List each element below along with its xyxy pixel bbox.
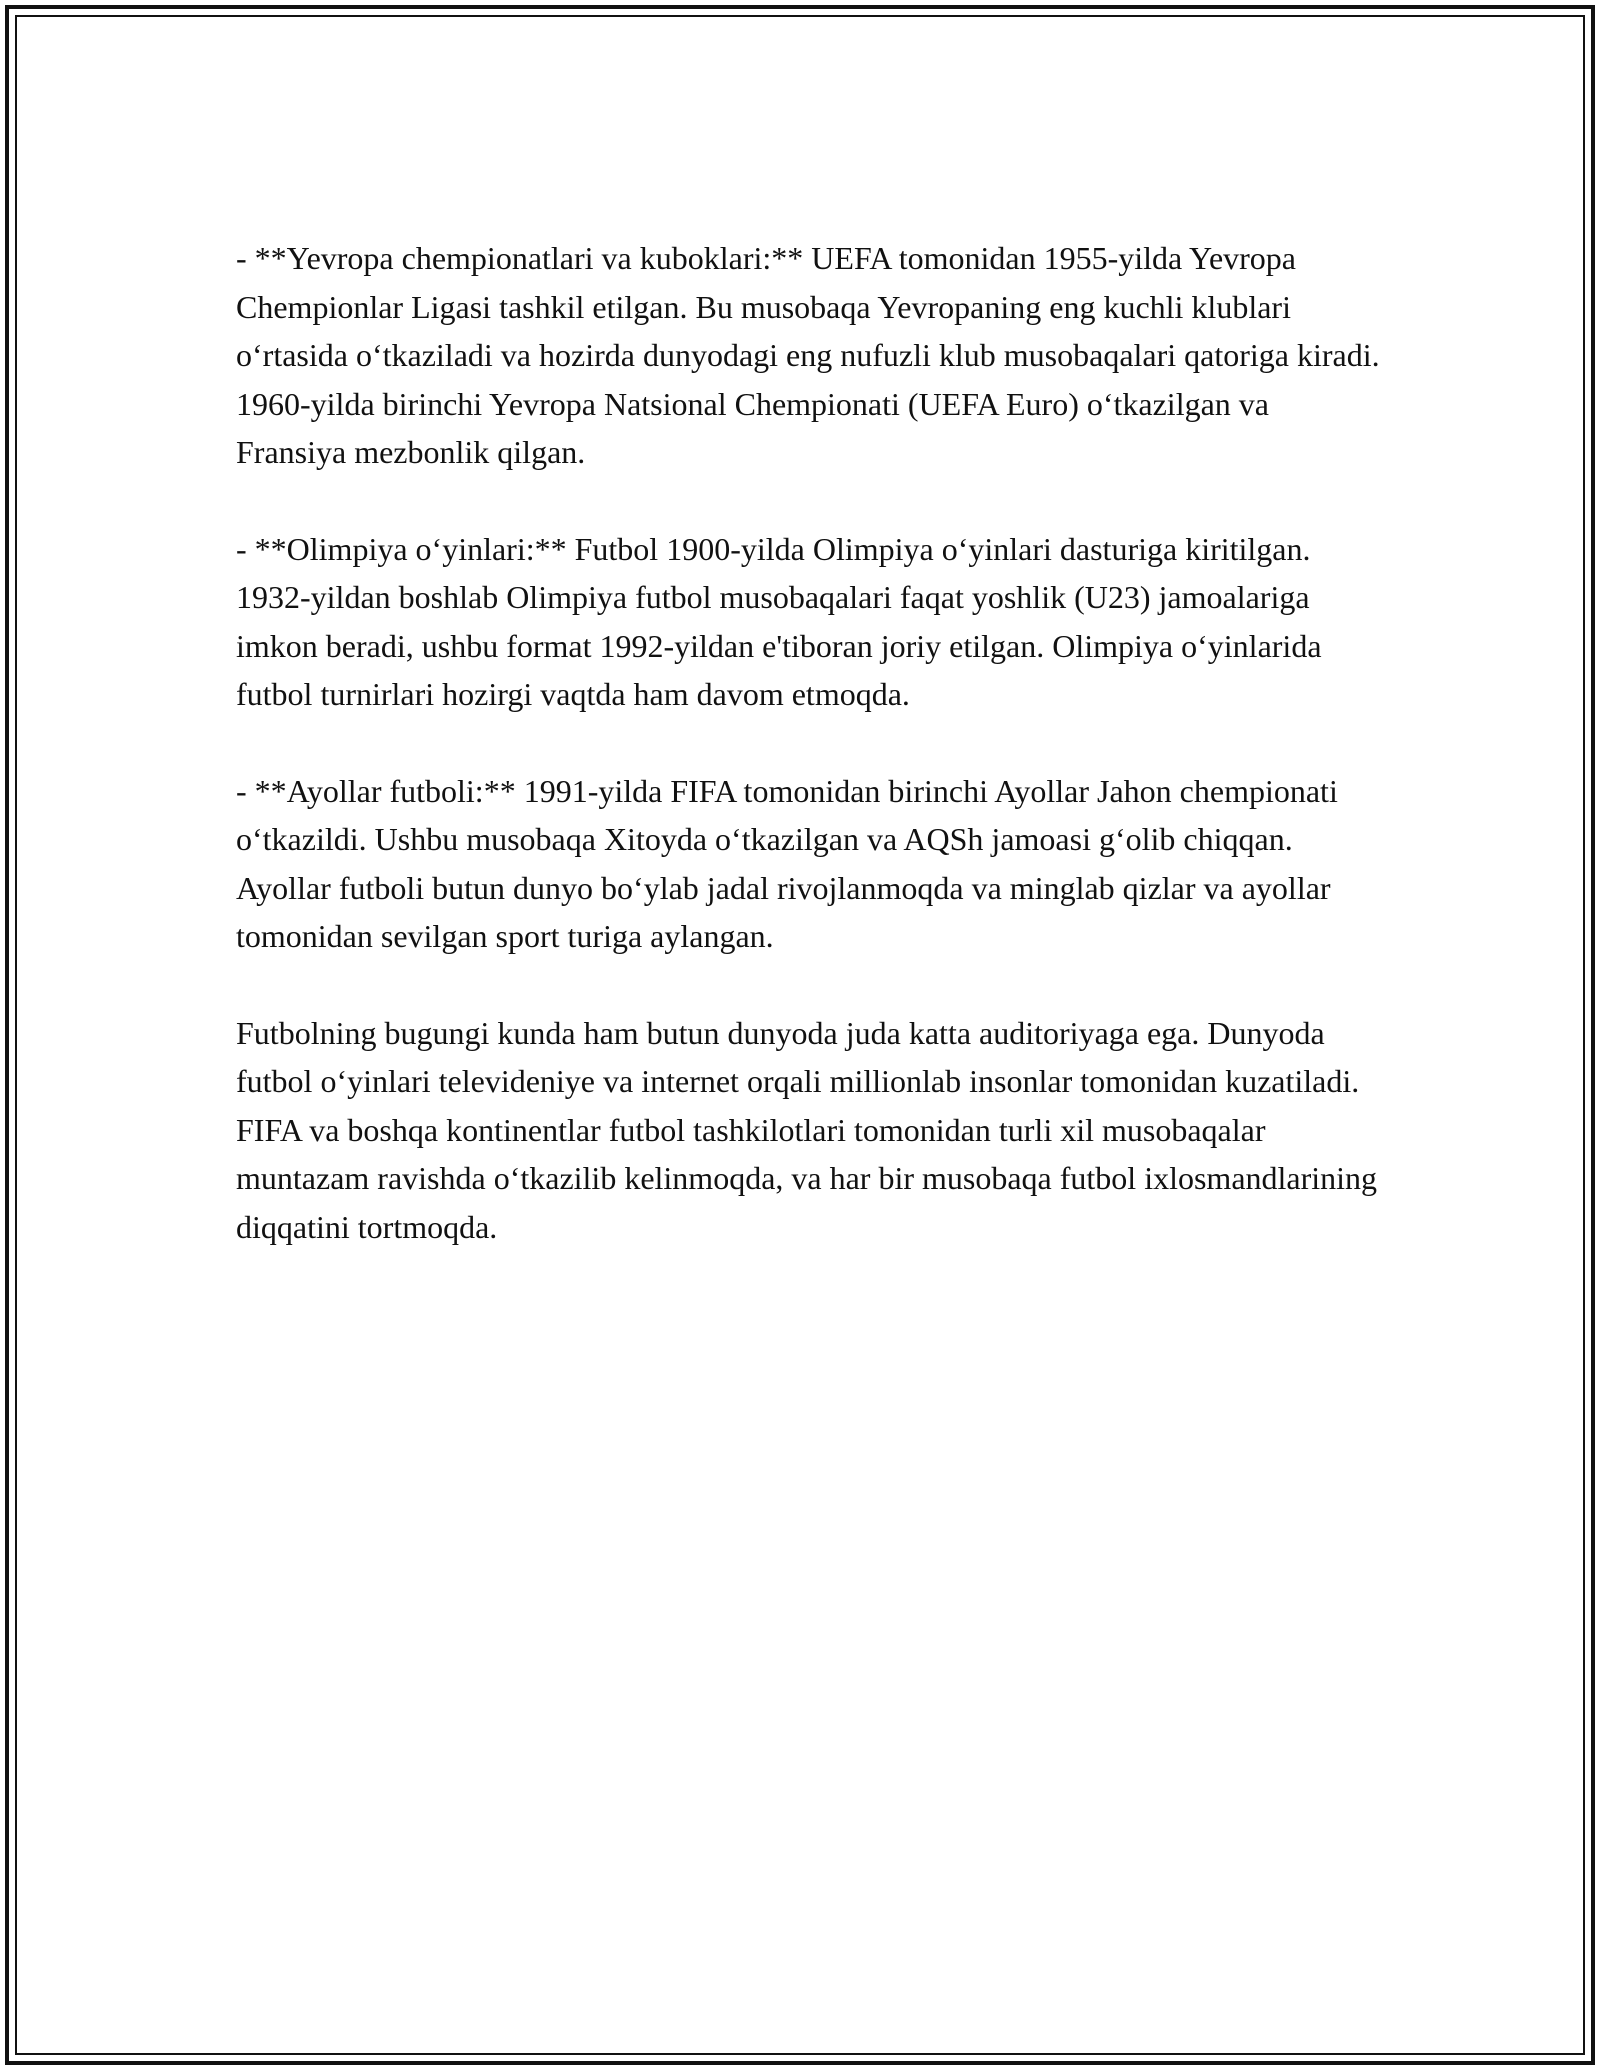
- paragraph-european-championships: - **Yevropa chempionatlari va kuboklari:** UEFA tomonidan 1955-yilda Yevropa Chempionlar Ligasi tashkil etilgan. Bu musobaqa Yevropaning eng kuchli klublari o‘rtasida o‘tkaziladi va hozirda dunyodagi eng nufuzli klub musobaqalari qatoriga kiradi. 1960-yilda birinchi Yevropa Natsional Chempionati (UEFA Euro) o‘tkazilgan va Fransiya mezbonlik qilgan.: [236, 240, 1380, 470]
- paragraph-olympic-games: - **Olimpiya o‘yinlari:** Futbol 1900-yilda Olimpiya o‘yinlari dasturiga kiritilgan. 1932-yildan boshlab Olimpiya futbol musobaqalari faqat yoshlik (U23) jamoalariga imkon beradi, ushbu format 1992-yildan e'tiboran joriy etilgan. Olimpiya o‘yinlarida futbol turnirlari hozirgi vaqtda ham davom etmoqda.: [236, 530, 1322, 712]
- paragraph-football-today: Futbolning bugungi kunda ham butun dunyoda juda katta auditoriyaga ega. Dunyoda futbol o‘yinlari televideniye va internet orqali millionlab insonlar tomonidan kuzatiladi. FIFA va boshqa kontinentlar futbol tashkilotlari tomonidan turli xil musobaqalar muntazam ravishda o‘tkazilib kelinmoqda, va har bir musobaqa futbol ixlosmandlarining diqqatini tortmoqda.: [236, 1014, 1378, 1245]
- paragraph-womens-football: - **Ayollar futboli:** 1991-yilda FIFA tomonidan birinchi Ayollar Jahon chempionati o‘tkazildi. Ushbu musobaqa Xitoyda o‘tkazilgan va AQSh jamoasi g‘olib chiqqan. Ayollar futboli butun dunyo bo‘ylab jadal rivojlanmoqda va minglab qizlar va ayollar tomonidan sevilgan sport turiga aylangan.: [236, 772, 1338, 954]
- document-body: [236, 234, 1386, 1299]
